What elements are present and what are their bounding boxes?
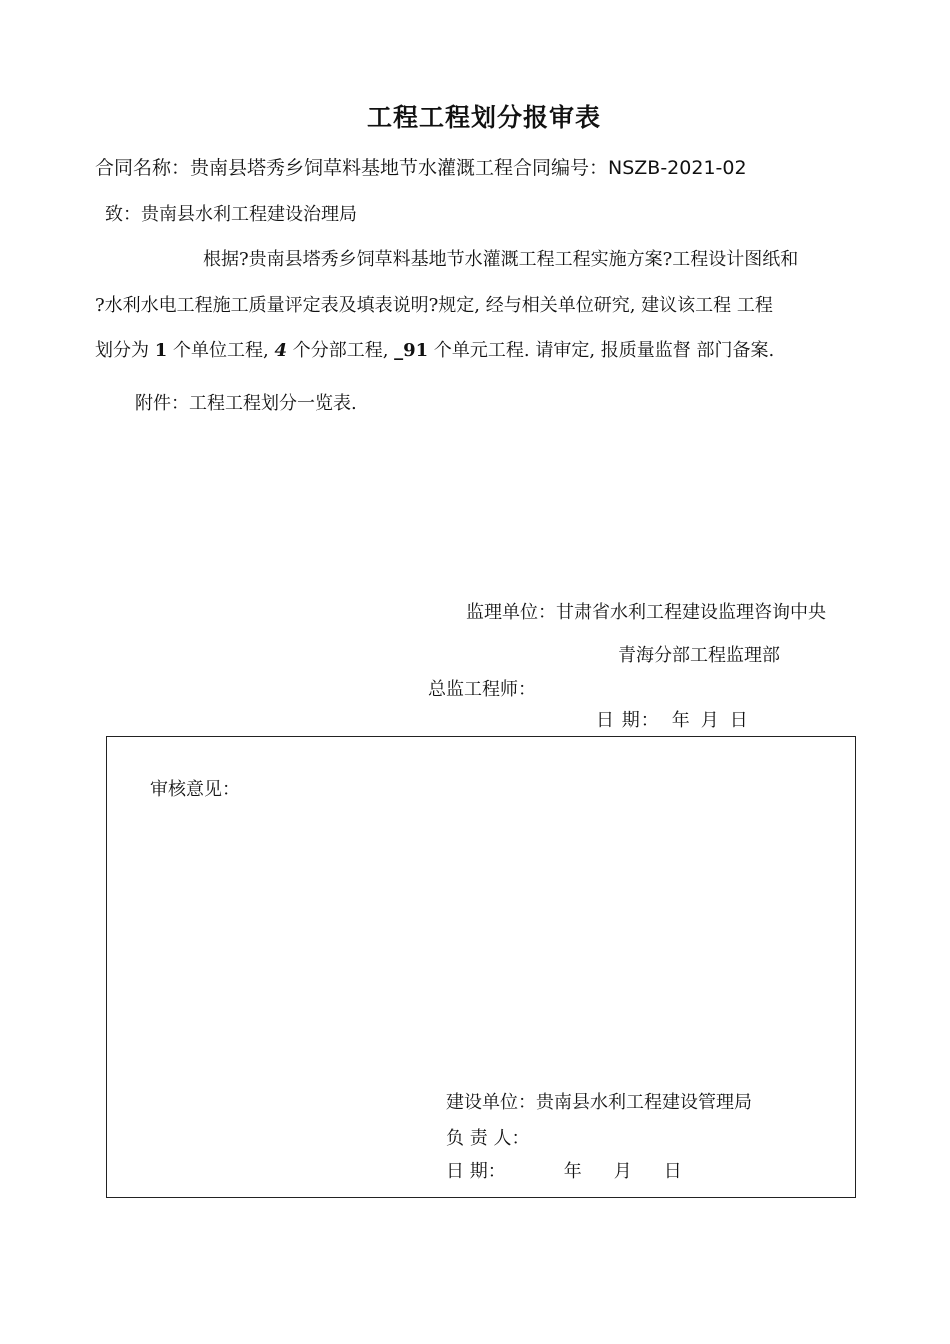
element-project-count: _91 [394,340,429,361]
construction-date-day: 日 [663,1161,682,1182]
chief-engineer-label: 总监工程师： [428,679,536,700]
supervision-date-label: 日 期： [596,710,660,731]
supervision-date-day: 日 [729,710,749,731]
body-line-3-part-b: 个分部工程, [286,340,395,361]
body-line-2: ?水利水电工程施工质量评定表及填表说明?规定, 经与相关单位研究, 建议该工程 工程 [95,295,773,316]
responsible-person-label: 负 责 人： [446,1128,530,1149]
construction-date-label: 日 期： [446,1161,506,1182]
contract-line: 合同名称：贵南县塔秀乡饲草料基地节水灌溉工程合同编号：NSZB-2021-02 [95,157,747,179]
addressee: 致：贵南县水利工程建设治理局 [105,204,357,225]
body-line-1: 根据?贵南县塔秀乡饲草料基地节水灌溉工程工程实施方案?工程设计图纸和 [203,249,799,270]
body-line-3-prefix: 划分为 [95,340,155,361]
construction-date [446,1157,682,1183]
document-title: 工程工程划分报审表 [366,103,601,132]
supervision-date-month: 月 [700,710,720,731]
supervision-date-year: 年 [671,710,691,731]
unit-project-count: 1 [154,340,168,361]
review-opinion-label: 审核意见： [150,779,240,800]
body-line-3 [95,336,774,362]
construction-unit: 建设单位：贵南县水利工程建设管理局 [446,1092,752,1113]
supervision-department: 青海分部工程监理部 [618,645,780,666]
body-line-3-part-c: 个单元工程. 请审定, 报质量监督 部门备案. [428,340,775,361]
construction-date-month: 月 [613,1161,632,1182]
supervision-unit: 监理单位：甘肃省水利工程建设监理咨询中央 [466,602,826,623]
attachment-note: 附件：工程工程划分一览表. [135,393,357,414]
sub-project-count: 4 [274,340,287,361]
supervision-date [596,706,749,732]
construction-date-year: 年 [563,1161,582,1182]
body-line-3-part-a: 个单位工程, [167,340,275,361]
